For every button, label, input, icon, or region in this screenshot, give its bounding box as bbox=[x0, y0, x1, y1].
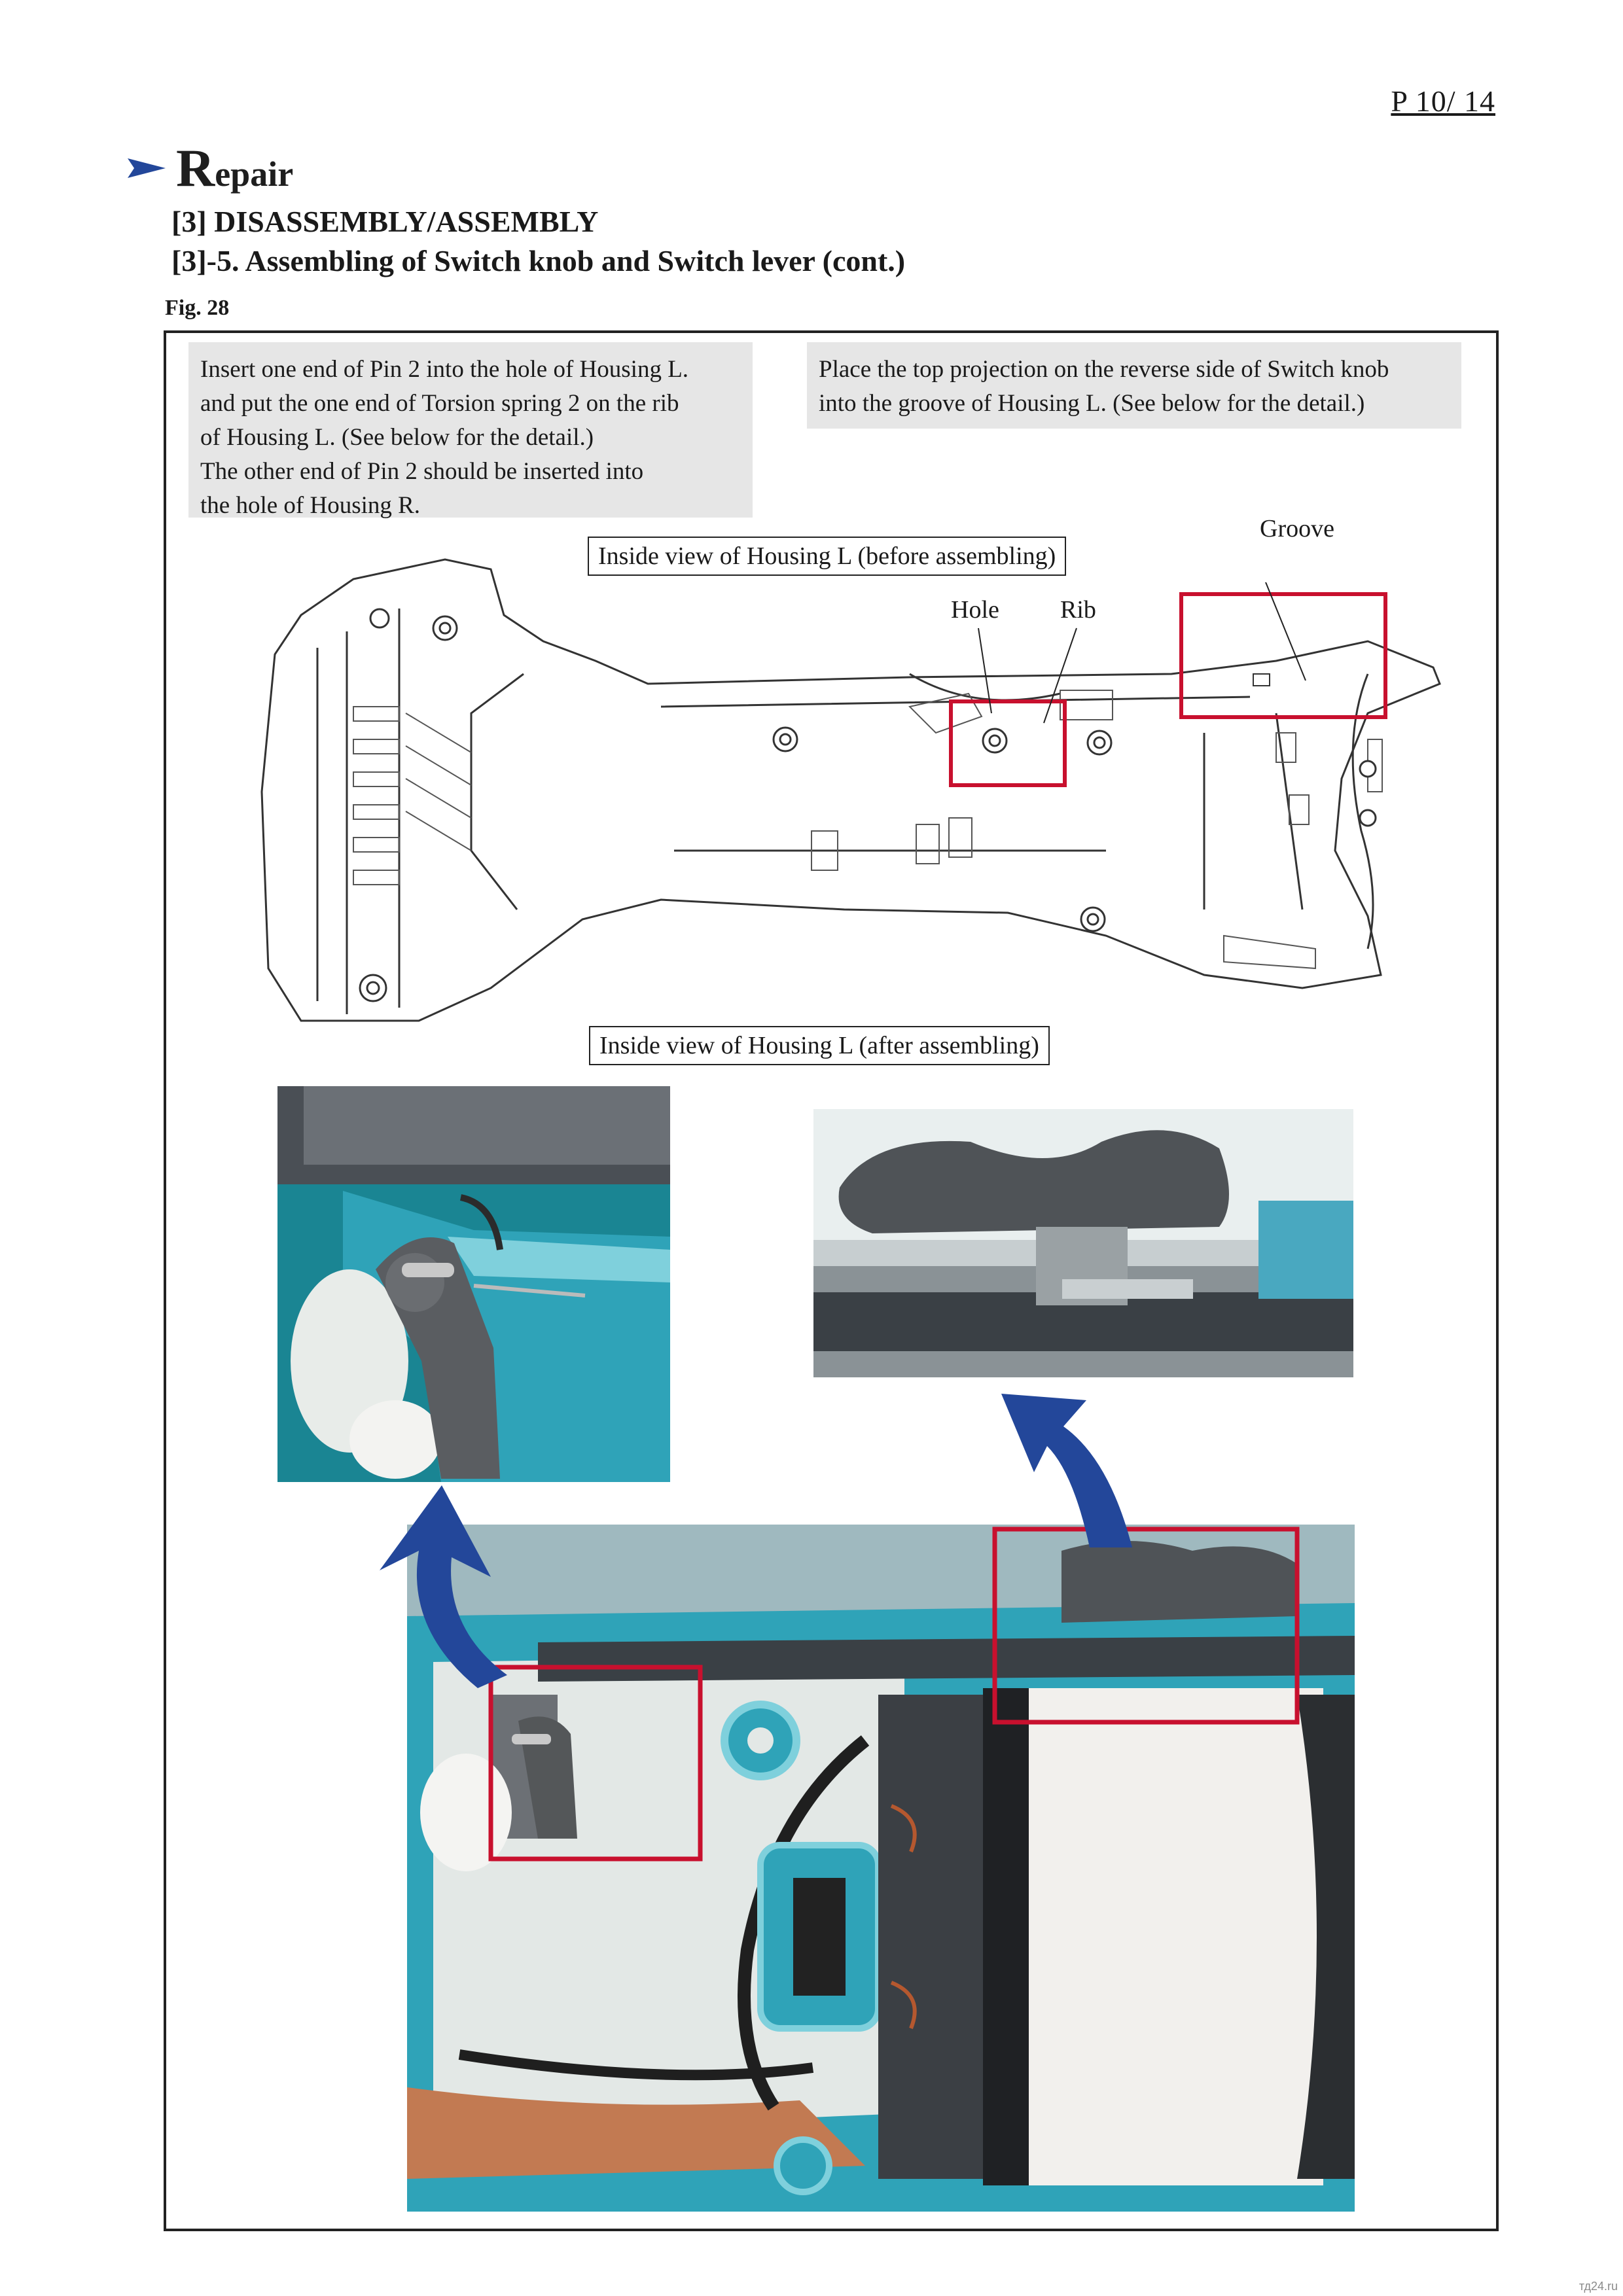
groove-highlight-box bbox=[1181, 594, 1385, 717]
caption-before-assembling: Inside view of Housing L (before assembling) bbox=[588, 537, 1066, 576]
highlight-overlay-drawing bbox=[942, 582, 1440, 792]
label-rib: Rib bbox=[1060, 596, 1096, 624]
curved-arrow-icon bbox=[366, 1479, 524, 1695]
label-groove: Groove bbox=[1260, 515, 1334, 542]
subsection-title: [3]-5. Assembling of Switch knob and Switch lever (cont.) bbox=[171, 244, 906, 277]
photo-housing-assembled bbox=[407, 1525, 1355, 2212]
note-left-line: Insert one end of Pin 2 into the hole of Housing L. bbox=[200, 356, 689, 383]
label-hole: Hole bbox=[951, 596, 999, 624]
caption-after-assembling: Inside view of Housing L (after assembling) bbox=[589, 1026, 1050, 1065]
repair-heading bbox=[128, 137, 293, 199]
note-left-line: and put the one end of Torsion spring 2 on the rib bbox=[200, 390, 679, 417]
triangle-arrow-icon bbox=[128, 158, 166, 178]
repair-heading-cap: R bbox=[176, 138, 215, 198]
photo-switch-lever-detail bbox=[277, 1086, 670, 1482]
note-left bbox=[188, 342, 753, 518]
photo-switch-knob-detail bbox=[813, 1109, 1353, 1377]
note-right-line: Place the top projection on the reverse side of Switch knob bbox=[819, 356, 1389, 383]
note-right-line: into the groove of Housing L. (See below for the detail.) bbox=[819, 390, 1365, 417]
curved-arrow-icon bbox=[995, 1381, 1145, 1551]
note-left-line: the hole of Housing R. bbox=[200, 492, 421, 519]
note-left-line: of Housing L. (See below for the detail.) bbox=[200, 424, 594, 451]
page-number: P 10/ 14 bbox=[1391, 84, 1495, 118]
figure-label: Fig. 28 bbox=[165, 296, 230, 320]
note-right bbox=[807, 342, 1461, 429]
note-left-line: The other end of Pin 2 should be inserted into bbox=[200, 458, 644, 485]
hole-rib-highlight-box bbox=[951, 701, 1065, 785]
repair-heading-rest: epair bbox=[215, 154, 294, 194]
watermark: тд24.ru bbox=[1578, 2280, 1618, 2293]
section-title: [3] DISASSEMBLY/ASSEMBLY bbox=[171, 205, 599, 238]
